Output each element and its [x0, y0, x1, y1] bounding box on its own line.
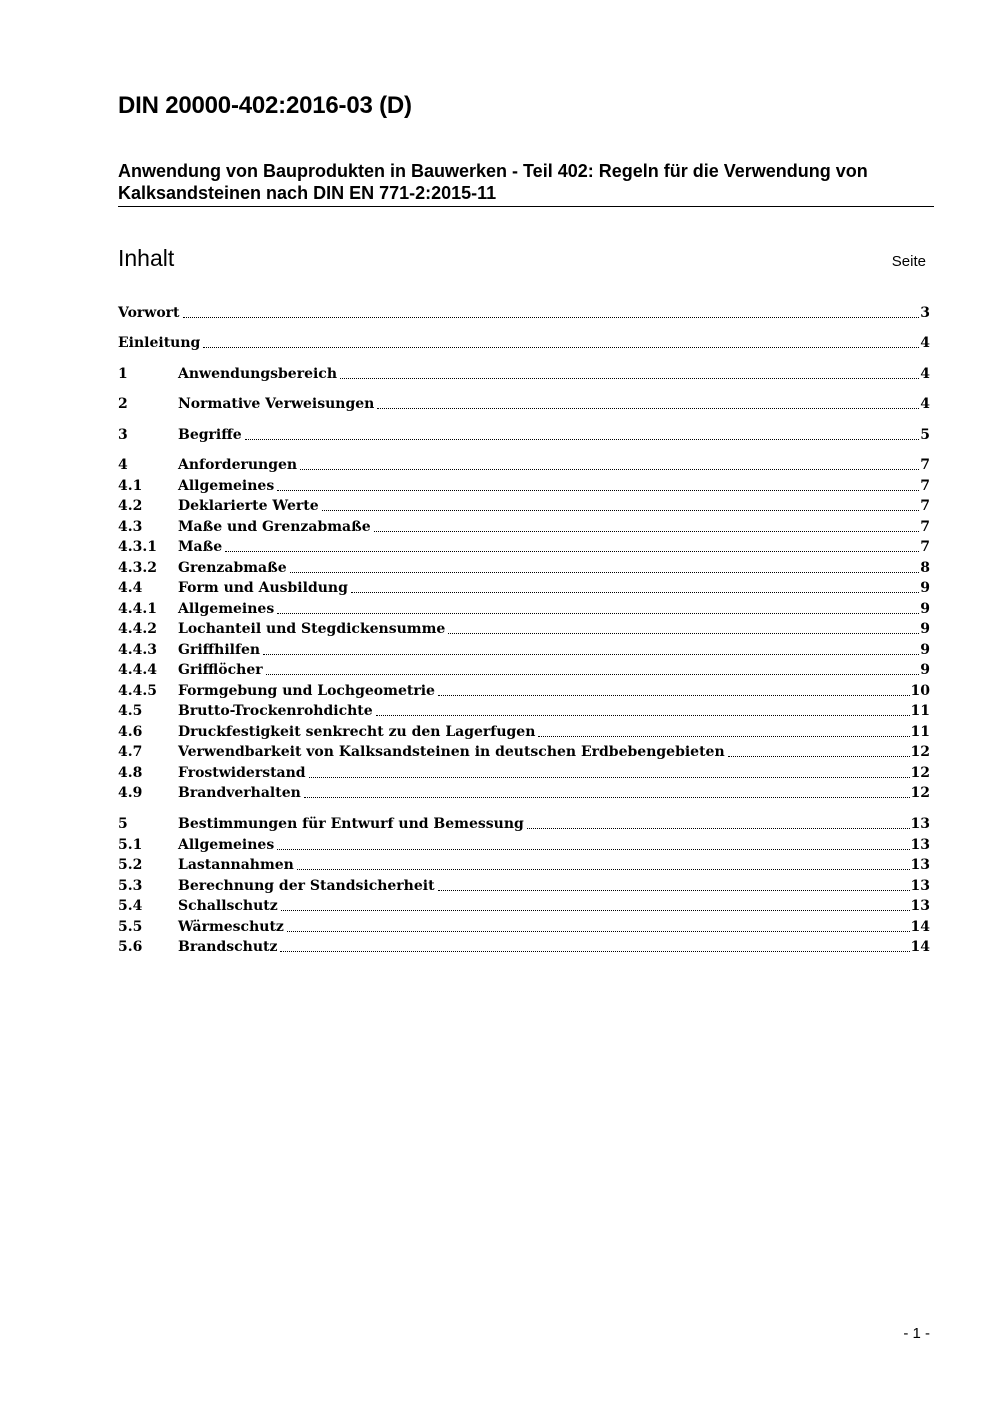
toc-entry[interactable] — [118, 495, 930, 515]
toc-entry-title: Bestimmungen für Entwurf und Bemessung — [178, 816, 524, 832]
toc-entry-title: Lastannahmen — [178, 857, 294, 873]
toc-entry-number: 4.8 — [118, 765, 143, 781]
toc-entry-title: Schallschutz — [178, 898, 278, 914]
toc-entry-page: 4 — [920, 396, 930, 412]
toc-dot-leader — [377, 407, 919, 409]
toc-entry-page: 7 — [920, 539, 930, 555]
toc-dot-leader — [245, 438, 920, 440]
toc-entry-page: 9 — [920, 580, 930, 596]
page-number: - 1 - — [903, 1325, 930, 1342]
toc-entry-number: 4.6 — [118, 724, 143, 740]
toc-entry-number: 4.2 — [118, 498, 143, 514]
toc-entry-title: Allgemeines — [178, 837, 275, 853]
toc-entry-number: 4.4.2 — [118, 621, 157, 637]
toc-entry[interactable] — [118, 302, 930, 322]
toc-entry-title: Form und Ausbildung — [178, 580, 348, 596]
toc-entry-number: 4.4.3 — [118, 642, 157, 658]
toc-entry-page: 9 — [920, 642, 930, 658]
toc-entry-title: Anforderungen — [178, 457, 298, 473]
toc-entry-page: 4 — [920, 366, 930, 382]
toc-entry-page: 9 — [920, 601, 930, 617]
toc-entry-number: 5.2 — [118, 857, 143, 873]
toc-entry-title: Druckfestigkeit senkrecht zu den Lagerfugen — [178, 724, 536, 740]
toc-dot-leader — [203, 346, 919, 348]
toc-entry-title: Maße und Grenzabmaße — [178, 519, 371, 535]
document-id: DIN 20000-402:2016-03 (D) — [118, 92, 412, 119]
toc-dot-leader — [340, 377, 919, 379]
toc-entry[interactable] — [118, 834, 930, 854]
toc-entry[interactable] — [118, 454, 930, 474]
toc-entry-title: Brandschutz — [178, 939, 278, 955]
toc-entry-title: Brandverhalten — [178, 785, 301, 801]
title-divider — [118, 206, 934, 207]
toc-dot-leader — [322, 509, 920, 511]
toc-entry-number: 4.4.1 — [118, 601, 157, 617]
toc-entry[interactable] — [118, 782, 930, 802]
toc-entry-number: 4.3 — [118, 519, 143, 535]
toc-page-label: Seite — [891, 253, 926, 270]
toc-entry-title: Allgemeines — [178, 478, 275, 494]
toc-dot-leader — [374, 530, 920, 532]
toc-entry-number: 4.4 — [118, 580, 143, 596]
toc-entry-page: 12 — [910, 744, 930, 760]
toc-entry-number: 4.4.5 — [118, 683, 157, 699]
toc-entry-title: Grifflöcher — [178, 662, 263, 678]
toc-entry-page: 7 — [920, 498, 930, 514]
toc-entry-page: 7 — [920, 519, 930, 535]
toc-entry-page: 7 — [920, 457, 930, 473]
toc-entry-page: 11 — [910, 724, 930, 740]
toc-entry-title: Maße — [178, 539, 223, 555]
toc-dot-leader — [277, 489, 919, 491]
toc-entry[interactable] — [118, 875, 930, 895]
toc-dot-leader — [438, 694, 910, 696]
toc-entry-title: Wärmeschutz — [178, 919, 284, 935]
toc-dot-leader — [527, 827, 910, 829]
toc-dot-leader — [309, 776, 910, 778]
toc-dot-leader — [297, 868, 910, 870]
toc-entry-number: 3 — [118, 427, 128, 443]
toc-entry-page: 13 — [910, 857, 930, 873]
toc-entry-title: Verwendbarkeit von Kalksandsteinen in deutschen Erdbebengebieten — [178, 744, 725, 760]
toc-entry-number: 5.5 — [118, 919, 143, 935]
document-title: Anwendung von Bauprodukten in Bauwerken - Teil 402: Regeln für die Verwendung von Kalksandsteinen nach DIN EN 771-2:2015-11 — [118, 161, 868, 203]
toc-entry[interactable] — [118, 895, 930, 915]
toc-dot-leader — [277, 848, 909, 850]
toc-entry[interactable] — [118, 536, 930, 556]
toc-entry[interactable] — [118, 618, 930, 638]
toc-entry[interactable] — [118, 475, 930, 495]
toc-entry-number: 5.6 — [118, 939, 143, 955]
toc-entry-title: Formgebung und Lochgeometrie — [178, 683, 435, 699]
toc-entry-title: Vorwort — [118, 305, 180, 321]
toc-dot-leader — [300, 468, 919, 470]
toc-dot-leader — [280, 950, 909, 952]
toc-entry-page: 9 — [920, 662, 930, 678]
toc-entry-number: 5.4 — [118, 898, 143, 914]
toc-entry[interactable] — [118, 813, 930, 833]
toc-entry[interactable] — [118, 639, 930, 659]
toc-entry[interactable] — [118, 577, 930, 597]
toc-entry-page: 11 — [910, 703, 930, 719]
toc-entry[interactable] — [118, 916, 930, 936]
toc-dot-leader — [728, 755, 910, 757]
toc-entry[interactable] — [118, 424, 930, 444]
toc-entry-page: 7 — [920, 478, 930, 494]
toc-entry[interactable] — [118, 762, 930, 782]
toc-dot-leader — [351, 591, 919, 593]
toc-entry-number: 5.3 — [118, 878, 143, 894]
toc-dot-leader — [183, 316, 920, 318]
toc-entry-page: 14 — [910, 939, 930, 955]
toc-entry-number: 4.4.4 — [118, 662, 157, 678]
toc-entry-page: 13 — [910, 878, 930, 894]
toc-dot-leader — [438, 889, 910, 891]
toc-dot-leader — [266, 673, 920, 675]
toc-entry-number: 4.1 — [118, 478, 143, 494]
toc-dot-leader — [277, 612, 919, 614]
toc-entry-title: Brutto-Trockenrohdichte — [178, 703, 373, 719]
toc-entry-number: 4.7 — [118, 744, 143, 760]
toc-entry-number: 4 — [118, 457, 128, 473]
toc-entry-title: Anwendungsbereich — [178, 366, 337, 382]
toc-entry-number: 4.3.2 — [118, 560, 157, 576]
toc-entry-page: 12 — [910, 785, 930, 801]
toc-entry-number: 4.5 — [118, 703, 143, 719]
toc-entry-title: Deklarierte Werte — [178, 498, 319, 514]
toc-dot-leader — [225, 550, 919, 552]
toc-entry[interactable] — [118, 659, 930, 679]
toc-entry[interactable] — [118, 393, 930, 413]
toc-dot-leader — [263, 653, 919, 655]
toc-entry[interactable] — [118, 936, 930, 956]
toc-entry[interactable] — [118, 332, 930, 352]
toc-entry-page: 9 — [920, 621, 930, 637]
toc-dot-leader — [376, 714, 910, 716]
toc-heading: Inhalt — [118, 245, 175, 271]
toc-entry-page: 10 — [910, 683, 930, 699]
toc-entry-title: Grenzabmaße — [178, 560, 287, 576]
toc-entry-number: 2 — [118, 396, 128, 412]
toc-entry-page: 5 — [920, 427, 930, 443]
toc-entry-page: 4 — [920, 335, 930, 351]
toc-entry-number: 5.1 — [118, 837, 143, 853]
toc-entry-title: Normative Verweisungen — [178, 396, 375, 412]
toc-entry[interactable] — [118, 598, 930, 618]
toc-dot-leader — [304, 796, 910, 798]
toc-entry-number: 4.9 — [118, 785, 143, 801]
toc-dot-leader — [287, 930, 910, 932]
toc-entry[interactable] — [118, 741, 930, 761]
toc-dot-leader — [290, 571, 920, 573]
toc-entry[interactable] — [118, 854, 930, 874]
toc-entry-title: Einleitung — [118, 335, 201, 351]
toc-entry-page: 8 — [920, 560, 930, 576]
toc-entry-number: 5 — [118, 816, 128, 832]
toc-entry-page: 13 — [910, 898, 930, 914]
toc-entry-page: 14 — [910, 919, 930, 935]
toc-entry[interactable] — [118, 680, 930, 700]
toc-entry-number: 1 — [118, 366, 128, 382]
toc-entry-title: Frostwiderstand — [178, 765, 306, 781]
toc-entry-title: Begriffe — [178, 427, 242, 443]
toc-entry-number: 4.3.1 — [118, 539, 157, 555]
toc-entry-page: 12 — [910, 765, 930, 781]
toc-dot-leader — [281, 909, 910, 911]
toc-entry[interactable] — [118, 557, 930, 577]
toc-entry-page: 3 — [920, 305, 930, 321]
toc-entry[interactable] — [118, 721, 930, 741]
toc-entry[interactable] — [118, 516, 930, 536]
toc-entry-title: Allgemeines — [178, 601, 275, 617]
toc-dot-leader — [448, 632, 919, 634]
toc-entry-page: 13 — [910, 816, 930, 832]
toc-entry-title: Berechnung der Standsicherheit — [178, 878, 435, 894]
toc-entry[interactable] — [118, 700, 930, 720]
toc-dot-leader — [538, 735, 909, 737]
toc-entry-title: Lochanteil und Stegdickensumme — [178, 621, 446, 637]
toc-entry[interactable] — [118, 363, 930, 383]
toc-entry-title: Griffhilfen — [178, 642, 261, 658]
toc-entry-page: 13 — [910, 837, 930, 853]
